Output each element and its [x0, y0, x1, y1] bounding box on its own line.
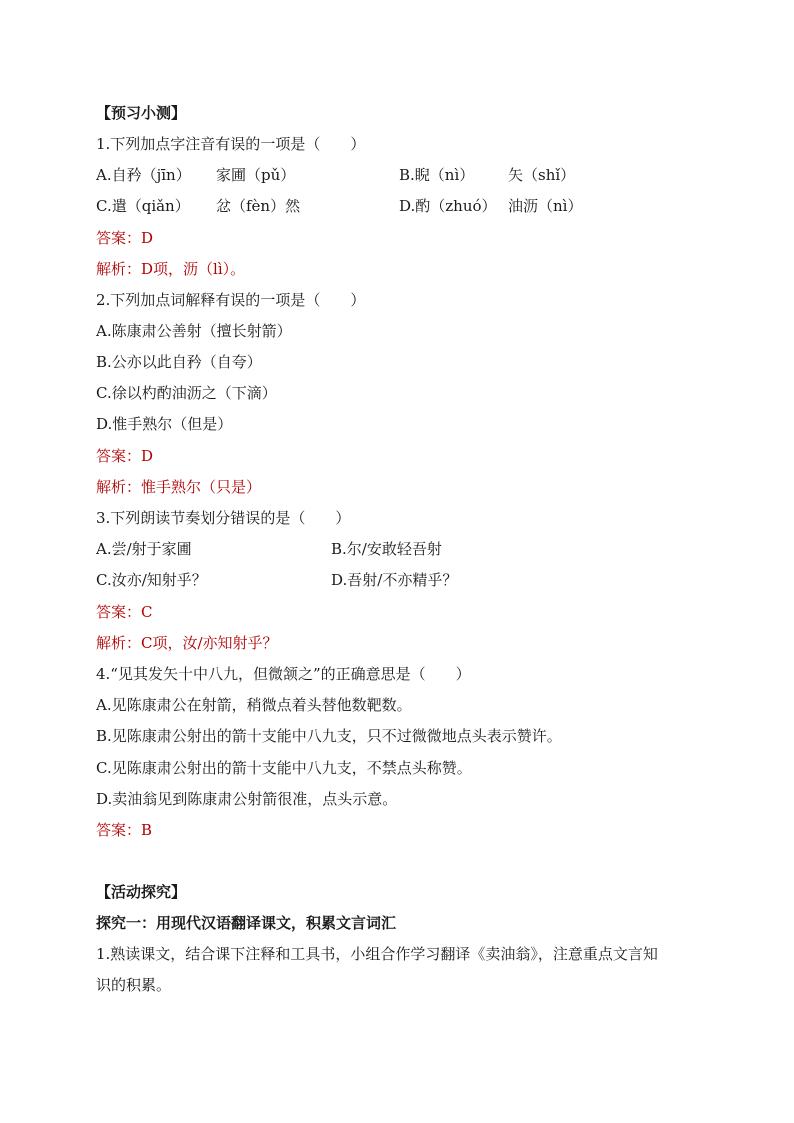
question-2-option-c: C.徐以杓酌油沥之（下滴）	[96, 384, 277, 402]
question-4-option-a: A.见陈康肃公在射箭，稍微点着头替他数靶数。	[96, 696, 412, 714]
question-3-answer: 答案：C	[96, 603, 153, 621]
question-3-analysis: 解析：C项，汝/亦知射乎？	[96, 634, 278, 652]
question-1-analysis: 解析：D项，沥（lì）。	[96, 260, 246, 278]
question-1-stem: 1.下列加点字注音有误的一项是（ ）	[96, 135, 366, 153]
question-1-options-row-2	[96, 196, 696, 216]
question-4-stem: 4.“见其发矢十中八九，但微颔之”的正确意思是（ ）	[96, 665, 471, 683]
question-1-option-b-part2: 矢（shǐ）	[508, 166, 576, 184]
question-2-option-a: A.陈康肃公善射（擅长射箭）	[96, 322, 292, 340]
question-1-option-a-part2: 家圃（pǔ）	[216, 166, 296, 184]
question-2-answer: 答案：D	[96, 447, 154, 465]
question-1-option-b-part1: B.睨（nì）	[399, 166, 475, 184]
section-title-activity: 【活动探究】	[96, 883, 187, 901]
question-4-answer: 答案：B	[96, 821, 153, 839]
question-3-option-d: D.吾射/不亦精乎？	[331, 571, 458, 589]
question-1-option-c-part2: 忿（fèn）然	[216, 197, 301, 215]
question-3-stem: 3.下列朗读节奏划分错误的是（ ）	[96, 509, 351, 527]
question-4-option-d: D.卖油翁见到陈康肃公射箭很准，点头示意。	[96, 790, 398, 808]
question-2-stem: 2.下列加点词解释有误的一项是（ ）	[96, 291, 366, 309]
question-1-options-row-1	[96, 165, 696, 185]
inquiry-1-item-1-line-1: 1.熟读课文，结合课下注释和工具书，小组合作学习翻译《卖油翁》，注意重点文言知	[96, 945, 658, 963]
inquiry-1-heading: 探究一：用现代汉语翻译课文，积累文言词汇	[96, 914, 397, 932]
question-2-analysis: 解析：惟手熟尔（只是）	[96, 478, 262, 496]
question-1-option-a-part1: A.自矜（jīn）	[96, 166, 191, 184]
inquiry-1-item-1-line-2: 识的积累。	[96, 976, 172, 994]
question-3-option-a: A.尝/射于家圃	[96, 540, 192, 558]
question-1-option-d-part1: D.酌（zhuó）	[399, 197, 497, 215]
question-1-option-c-part1: C.遣（qiǎn）	[96, 197, 190, 215]
question-1-option-d-part2: 油沥（nì）	[508, 197, 583, 215]
question-2-option-b: B.公亦以此自矜（自夸）	[96, 353, 262, 371]
question-3-option-c: C.汝亦/知射乎？	[96, 571, 207, 589]
question-4-option-c: C.见陈康肃公射出的箭十支能中八九支，不禁点头称赞。	[96, 759, 472, 777]
question-3-option-b: B.尔/安敢轻吾射	[331, 540, 442, 558]
document-page	[96, 0, 706, 1123]
question-3-options-row-1	[96, 539, 696, 559]
question-4-option-b: B.见陈康肃公射出的箭十支能中八九支，只不过微微地点头表示赞许。	[96, 727, 562, 745]
question-3-options-row-2	[96, 570, 696, 590]
question-1-answer: 答案：D	[96, 229, 154, 247]
question-2-option-d: D.惟手熟尔（但是）	[96, 415, 233, 433]
section-title-preview: 【预习小测】	[96, 104, 187, 122]
